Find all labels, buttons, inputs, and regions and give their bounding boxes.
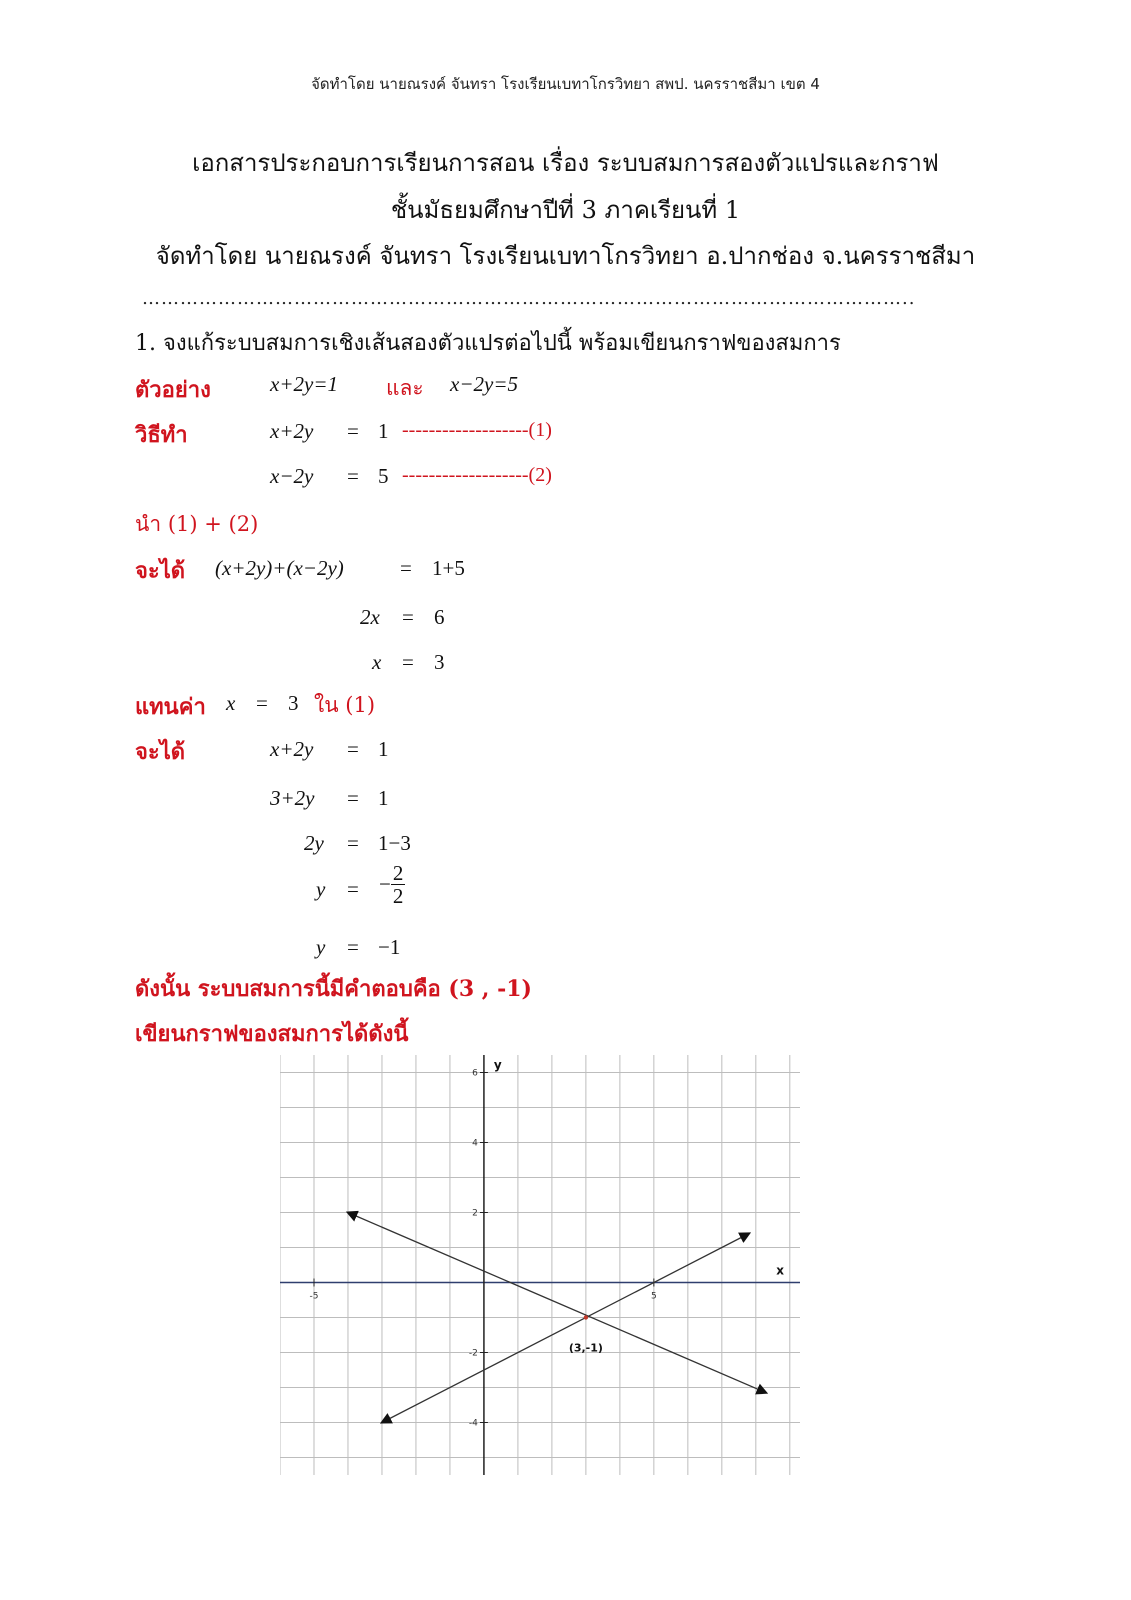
x-tick-label: -5 [309, 1291, 319, 1302]
substitute-equals: = [256, 691, 268, 715]
eq2-equals: = [347, 464, 359, 488]
minus-sign: − [379, 872, 391, 897]
sum-equals: = [400, 556, 412, 580]
sub-step-3-lhs: 2y [304, 831, 324, 855]
step-2x-rhs: 6 [434, 605, 445, 629]
step-x-rhs: 3 [434, 650, 445, 674]
grade-semester-line: ชั้นมัธยมศึกษาปีที่ 3 ภาคเรียนที่ 1 [390, 196, 741, 224]
in-equation-1: ใน (1) [314, 693, 376, 717]
question-text: 1. จงแก้ระบบสมการเชิงเส้นสองตัวแปรต่อไปนี้ พร้อมเขียนกราฟของสมการ [135, 331, 841, 356]
sub-step-1-rhs: 1 [378, 737, 389, 761]
eq2-marker: -------------------(2) [402, 464, 552, 486]
sub-step-1-equals: = [347, 737, 359, 761]
y-tick-label: -4 [468, 1418, 478, 1429]
get-label-2: จะได้ [135, 739, 186, 765]
author-line: จัดทำโดย นายณรงค์ จันทรา โรงเรียนเบทาโกรวิทยา อ.ปากช่อง จ.นครราชสีมา [155, 242, 976, 270]
sum-lhs: (x+2y)+(x−2y) [215, 556, 344, 580]
sub-step-5-equals: = [347, 935, 359, 959]
document-title: เอกสารประกอบการเรียนการสอน เรื่อง ระบบสมการสองตัวแปรและกราฟ [192, 149, 939, 177]
sub-step-3-equals: = [347, 831, 359, 855]
intersection-point [584, 1315, 588, 1319]
page-header: จัดทำโดย นายณรงค์ จันทรา โรงเรียนเบทาโกรวิทยา สพป. นครราชสีมา เขต 4 [311, 75, 820, 93]
sub-step-4-rhs [379, 862, 405, 907]
substitute-value: 3 [288, 691, 299, 715]
sub-step-4-equals: = [347, 877, 359, 901]
y-tick-label: -2 [468, 1348, 478, 1359]
example-equation-2: x−2y=5 [450, 372, 518, 396]
sub-step-3-rhs: 1−3 [378, 831, 411, 855]
substitute-label: แทนค่า [135, 694, 206, 720]
fraction-denominator: 2 [392, 884, 404, 909]
series-line-1 [348, 1213, 766, 1393]
y-tick-label: 4 [472, 1138, 478, 1149]
and-word: และ [386, 376, 424, 400]
example-equation-1: x+2y=1 [270, 372, 338, 396]
sub-step-2-lhs: 3+2y [270, 786, 315, 810]
step-2x-equals: = [402, 605, 414, 629]
sub-step-1-lhs: x+2y [270, 737, 314, 761]
y-axis-label: y [493, 1058, 502, 1072]
sub-step-5-lhs: y [316, 935, 326, 959]
sub-step-5-rhs: −1 [378, 935, 401, 959]
conclusion-text: ดังนั้น ระบบสมการนี้มีคำตอบคือ (3 , -1) [135, 976, 532, 1002]
get-label: จะได้ [135, 558, 186, 584]
sum-rhs: 1+5 [432, 556, 465, 580]
step-x-equals: = [402, 650, 414, 674]
fraction [391, 862, 406, 907]
add-step-label: นำ (1) + (2) [135, 512, 259, 536]
eq1-marker: -------------------(1) [402, 419, 552, 441]
sub-step-4-lhs: y [316, 877, 326, 901]
method-label: วิธีทำ [135, 422, 188, 448]
eq1-lhs: x+2y [270, 419, 314, 443]
step-2x-lhs: 2x [360, 605, 380, 629]
sub-step-2-rhs: 1 [378, 786, 389, 810]
eq1-rhs: 1 [378, 419, 389, 443]
example-label: ตัวอย่าง [135, 377, 211, 403]
series-line-2 [382, 1234, 749, 1423]
intersection-label: (3,-1) [568, 1341, 603, 1355]
eq1-equals: = [347, 419, 359, 443]
eq2-lhs: x−2y [270, 464, 314, 488]
fraction-numerator: 2 [392, 861, 404, 885]
step-x-lhs: x [372, 650, 382, 674]
graph-caption: เขียนกราฟของสมการได้ดังนี้ [135, 1021, 409, 1047]
y-tick-label: 2 [472, 1208, 478, 1219]
y-tick-label: 6 [472, 1068, 478, 1079]
substitute-x: x [226, 691, 236, 715]
equation-graph [280, 1055, 800, 1475]
x-tick-label: 5 [650, 1291, 657, 1302]
dotted-divider: ………………………………………………………………………………………………………….. [142, 288, 916, 309]
eq2-rhs: 5 [378, 464, 389, 488]
x-axis-label: x [776, 1263, 784, 1278]
sub-step-2-equals: = [347, 786, 359, 810]
